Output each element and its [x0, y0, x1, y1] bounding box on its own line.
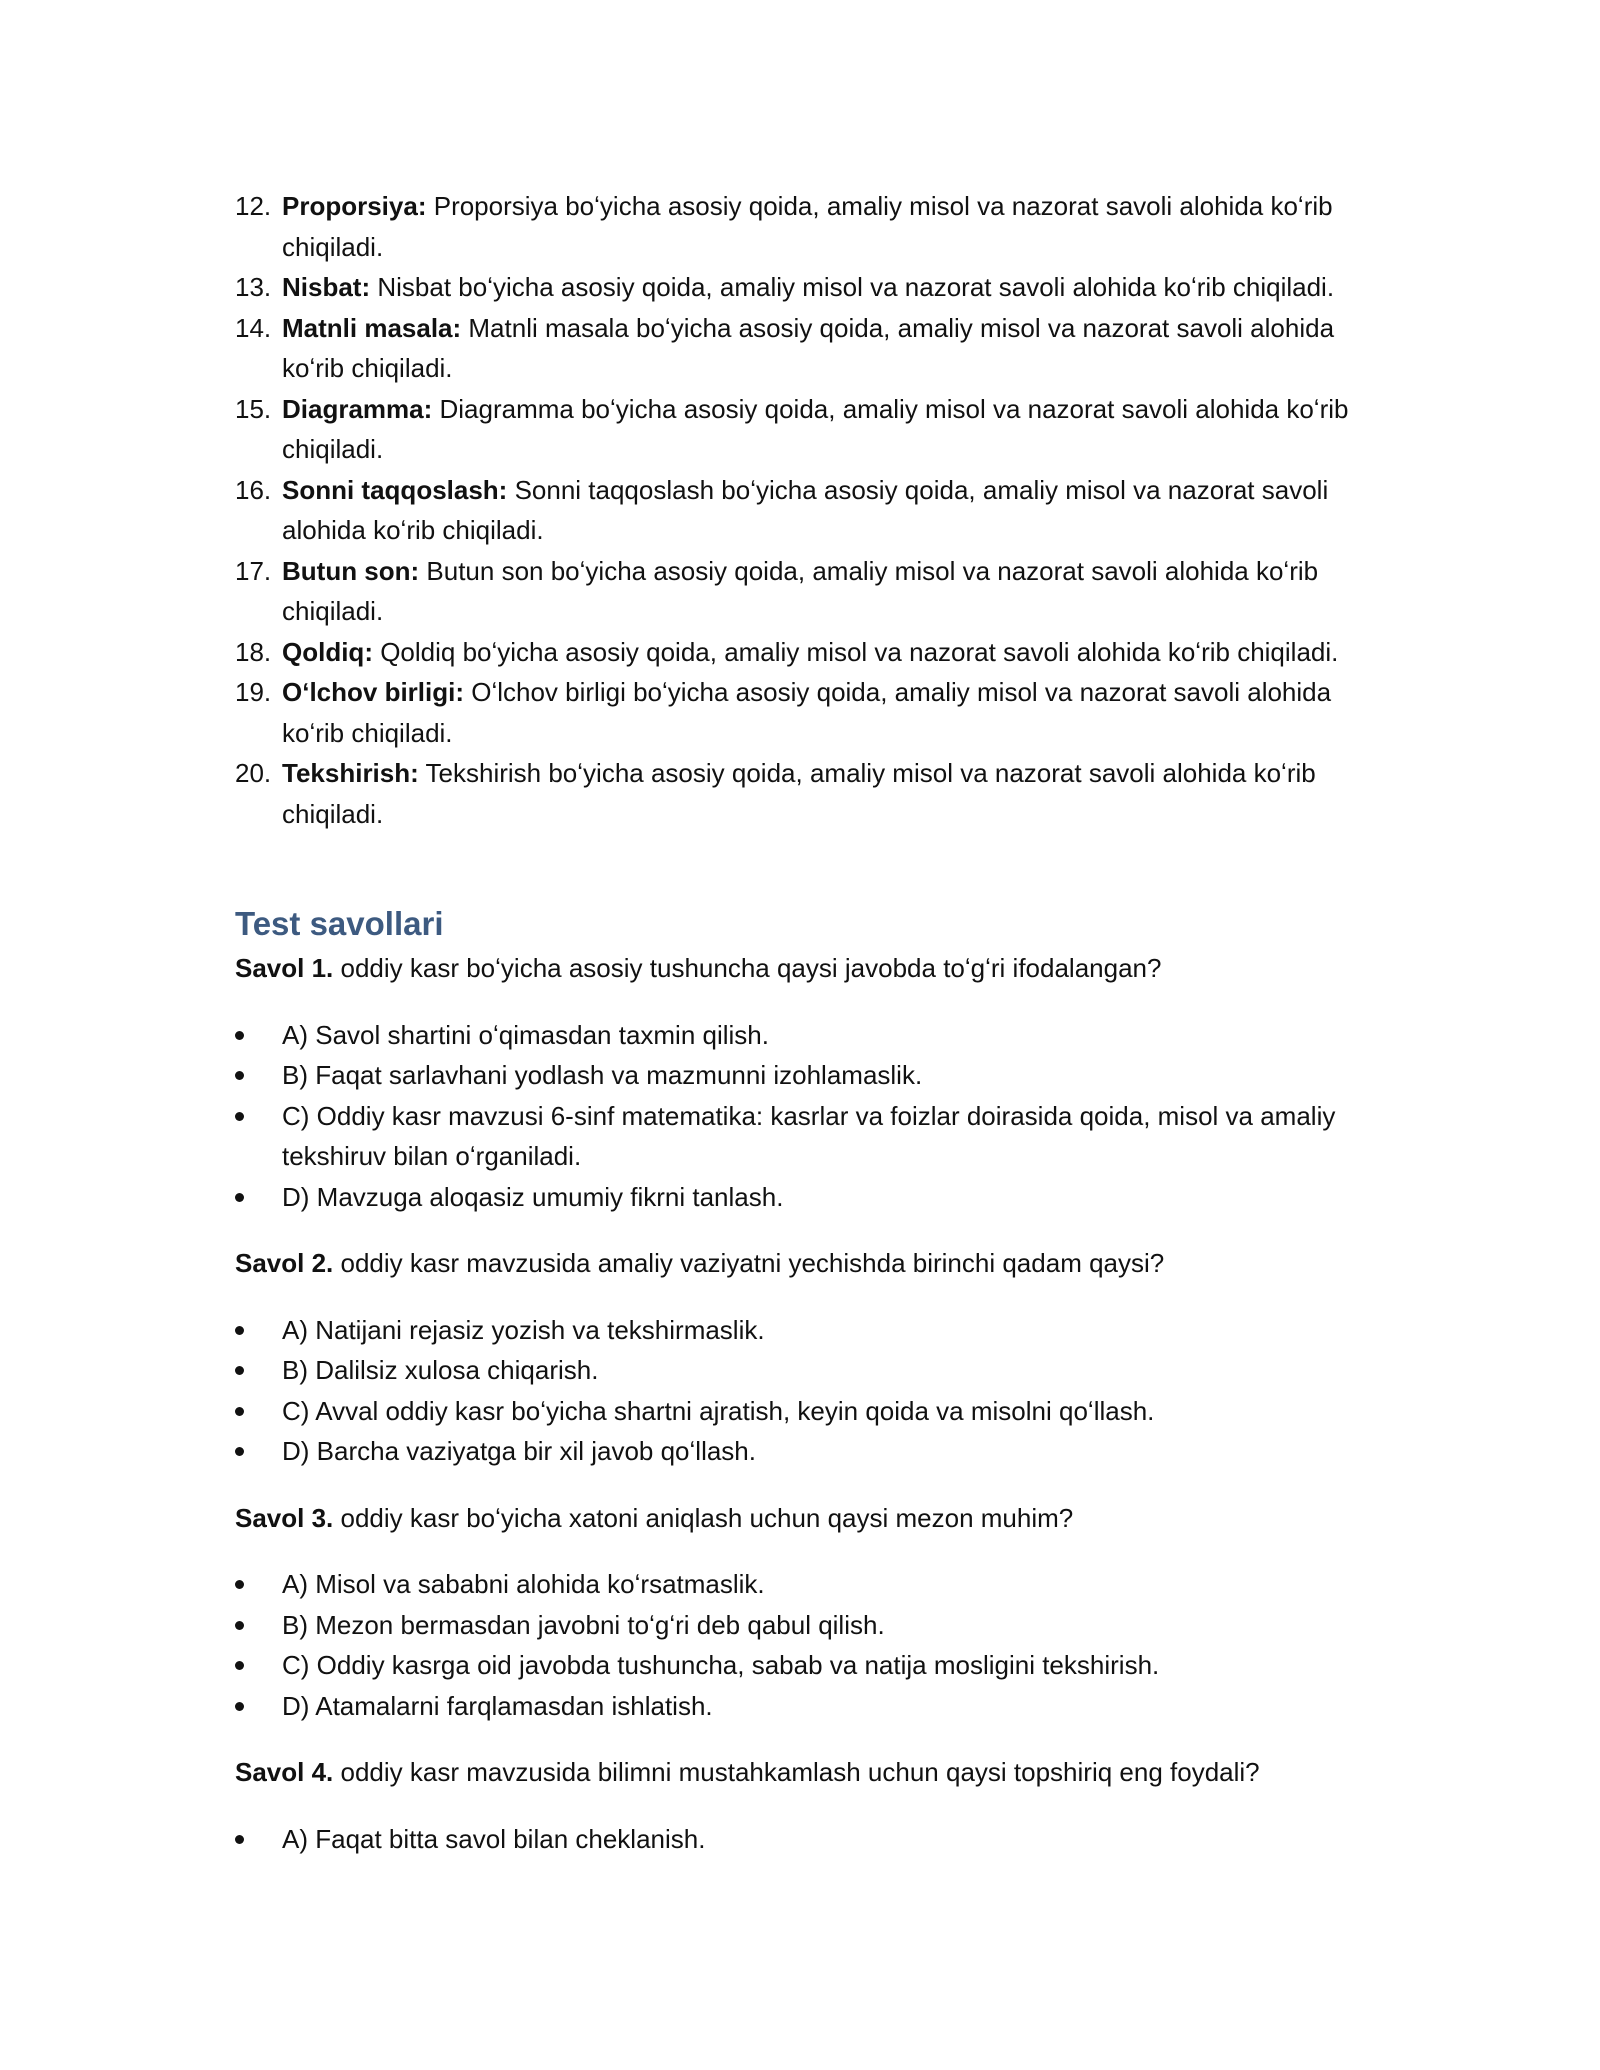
bullet-icon — [235, 1580, 244, 1589]
answer-options-3 — [235, 1564, 1365, 1726]
answer-option — [235, 1015, 1365, 1056]
answer-option — [235, 1819, 1365, 1860]
item-term: Matnli masala: — [282, 312, 462, 343]
bullet-icon — [235, 1447, 244, 1456]
answer-option — [235, 1055, 1365, 1096]
item-text: Nisbat boʻyicha asosiy qoida, amaliy misol va nazorat savoli alohida koʻrib chiqiladi. — [370, 272, 1335, 302]
question-label: Savol 3. — [235, 1502, 334, 1533]
answer-option — [235, 1605, 1365, 1646]
item-number: 17. — [235, 555, 272, 586]
answer-options-4 — [235, 1819, 1365, 1860]
bullet-icon — [235, 1071, 244, 1080]
question-text: oddiy kasr boʻyicha asosiy tushuncha qaysi javobda toʻgʻri ifodalangan? — [333, 953, 1162, 983]
item-text: Qoldiq boʻyicha asosiy qoida, amaliy misol va nazorat savoli alohida koʻrib chiqiladi. — [372, 636, 1339, 667]
item-term: Sonni taqqoslash: — [282, 474, 508, 505]
bullet-icon — [235, 1835, 244, 1844]
option-text: A) Misol va sababni alohida koʻrsatmaslik. — [282, 1569, 765, 1599]
answer-option — [235, 1564, 1365, 1605]
item-text: Diagramma boʻyicha asosiy qoida, amaliy misol va nazorat savoli alohida koʻrib chiqiladi. — [282, 393, 1349, 464]
bullet-icon — [235, 1031, 244, 1040]
item-term: Butun son: — [282, 555, 420, 586]
question-label: Savol 2. — [235, 1248, 334, 1278]
list-item — [235, 308, 1365, 389]
question-label: Savol 1. — [235, 953, 334, 983]
item-number: 16. — [235, 474, 272, 505]
list-item — [235, 753, 1365, 834]
answer-option — [235, 1645, 1365, 1686]
option-text: C) Avval oddiy kasr boʻyicha shartni ajratish, keyin qoida va misolni qoʻllash. — [282, 1395, 1155, 1426]
answer-option — [235, 1686, 1365, 1727]
question-3 — [235, 1498, 1365, 1539]
option-text: D) Barcha vaziyatga bir xil javob qoʻllash. — [282, 1436, 756, 1466]
bullet-icon — [235, 1193, 244, 1202]
item-term: Diagramma: — [282, 393, 433, 424]
item-text: Butun son boʻyicha asosiy qoida, amaliy misol va nazorat savoli alohida koʻrib chiqiladi. — [282, 555, 1319, 626]
option-text: B) Faqat sarlavhani yodlash va mazmunni izohlamaslik. — [282, 1060, 923, 1090]
list-item — [235, 551, 1365, 632]
answer-option — [235, 1177, 1365, 1218]
bullet-icon — [235, 1702, 244, 1711]
option-text: A) Savol shartini oʻqimasdan taxmin qilish. — [282, 1019, 769, 1050]
item-term: Nisbat: — [282, 272, 371, 302]
item-text: Matnli masala boʻyicha asosiy qoida, amaliy misol va nazorat savoli alohida koʻrib chiqiladi. — [282, 312, 1335, 383]
answer-options-1 — [235, 1015, 1365, 1218]
option-text: B) Mezon bermasdan javobni toʻgʻri deb qabul qilish. — [282, 1609, 885, 1640]
item-text: Tekshirish boʻyicha asosiy qoida, amaliy misol va nazorat savoli alohida koʻrib chiqiladi. — [282, 758, 1316, 829]
item-number: 20. — [235, 758, 272, 788]
question-label: Savol 4. — [235, 1757, 334, 1787]
answer-option — [235, 1431, 1365, 1472]
bullet-icon — [235, 1326, 244, 1335]
question-1 — [235, 948, 1365, 989]
bullet-icon — [235, 1407, 244, 1416]
list-item — [235, 389, 1365, 470]
option-text: A) Faqat bitta savol bilan cheklanish. — [282, 1823, 706, 1854]
item-number: 12. — [235, 191, 272, 221]
list-item — [235, 470, 1365, 551]
question-text: oddiy kasr boʻyicha xatoni aniqlash uchun qaysi mezon muhim? — [333, 1502, 1074, 1533]
question-2 — [235, 1243, 1365, 1284]
option-text: B) Dalilsiz xulosa chiqarish. — [282, 1355, 599, 1385]
option-text: C) Oddiy kasrga oid javobda tushuncha, sabab va natija mosligini tekshirish. — [282, 1650, 1160, 1680]
item-number: 14. — [235, 312, 272, 343]
item-text: Sonni taqqoslash boʻyicha asosiy qoida, amaliy misol va nazorat savoli alohida koʻrib chiqiladi. — [282, 474, 1329, 545]
bullet-icon — [235, 1112, 244, 1121]
option-text: A) Natijani rejasiz yozish va tekshirmaslik. — [282, 1314, 765, 1345]
item-number: 18. — [235, 636, 272, 667]
option-text: D) Mavzuga aloqasiz umumiy fikrni tanlash. — [282, 1181, 784, 1212]
item-term: Oʻlchov birligi: — [282, 677, 465, 707]
answer-option — [235, 1096, 1365, 1177]
question-4 — [235, 1752, 1365, 1793]
item-number: 13. — [235, 272, 272, 302]
answer-option — [235, 1391, 1365, 1432]
answer-options-2 — [235, 1310, 1365, 1472]
page-content — [235, 186, 1365, 1885]
list-item — [235, 267, 1365, 308]
list-item — [235, 632, 1365, 673]
item-text: Oʻlchov birligi boʻyicha asosiy qoida, amaliy misol va nazorat savoli alohida koʻrib chiqiladi. — [282, 677, 1332, 748]
item-term: Tekshirish: — [282, 758, 419, 788]
item-text: Proporsiya boʻyicha asosiy qoida, amaliy misol va nazorat savoli alohida koʻrib chiqiladi. — [282, 191, 1333, 262]
item-number: 19. — [235, 677, 272, 707]
answer-option — [235, 1350, 1365, 1391]
question-text: oddiy kasr mavzusida amaliy vaziyatni yechishda birinchi qadam qaysi? — [333, 1248, 1165, 1278]
item-term: Proporsiya: — [282, 191, 427, 221]
option-text: D) Atamalarni farqlamasdan ishlatish. — [282, 1690, 713, 1721]
item-term: Qoldiq: — [282, 636, 373, 667]
option-text: C) Oddiy kasr mavzusi 6-sinf matematika: kasrlar va foizlar doirasida qoida, misol va amaliy tekshiruv bilan oʻrganiladi. — [282, 1100, 1336, 1171]
item-number: 15. — [235, 393, 272, 424]
topic-list — [235, 186, 1365, 834]
list-item — [235, 186, 1365, 267]
list-item — [235, 672, 1365, 753]
bullet-icon — [235, 1621, 244, 1630]
section-heading: Test savollari — [235, 905, 444, 942]
bullet-icon — [235, 1366, 244, 1375]
question-text: oddiy kasr mavzusida bilimni mustahkamlash uchun qaysi topshiriq eng foydali? — [333, 1757, 1260, 1787]
answer-option — [235, 1310, 1365, 1351]
bullet-icon — [235, 1661, 244, 1670]
